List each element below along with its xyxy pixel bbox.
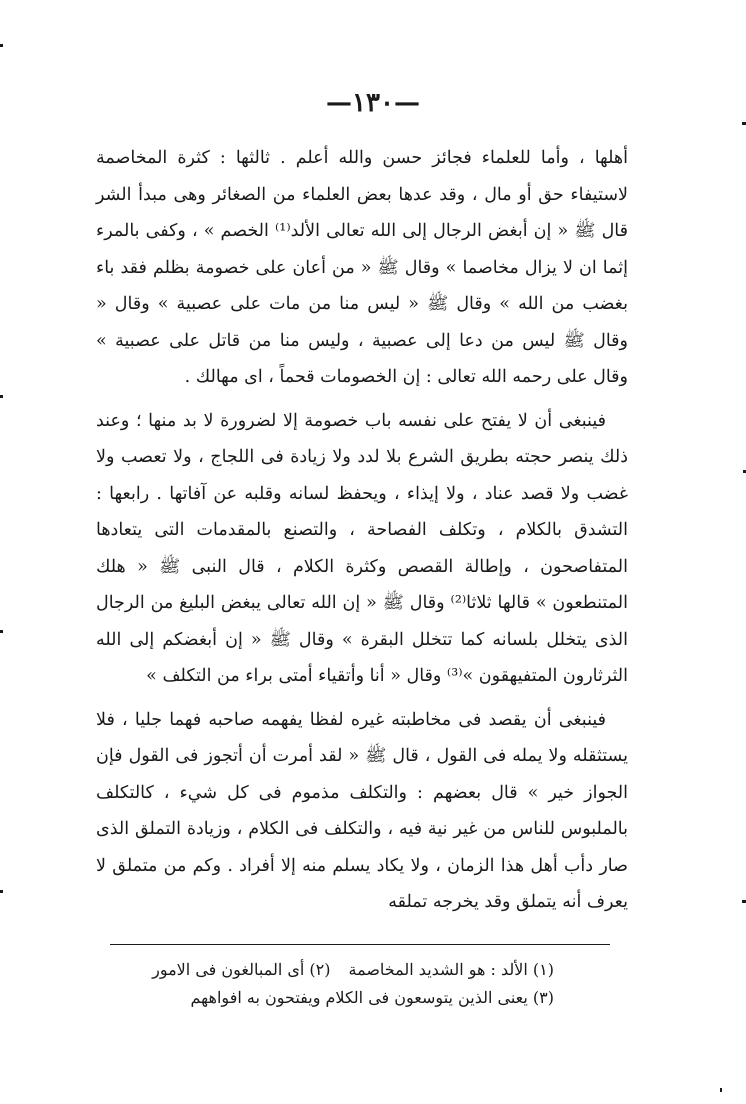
scan-edge-mark	[720, 1088, 722, 1092]
footnote-divider	[110, 944, 610, 945]
footnotes	[110, 956, 610, 1012]
paragraph-2: فينبغى أن لا يفتح على نفسه باب خصومة إلا لضرورة لا بد منها ؛ وعند ذلك ينصر حجته بطريق الشرع بلا لدد ولا زيادة فى اللجاج ، ولا تعصب ولا غضب ولا قصد عناد ، ولا إيذاء ، ويحفظ لسانه وقلبه عن آفاتها . رابعها : التشدق بالكلام ، وتكلف الفصاحة ، والتصنع بالمقدمات التى يتعادها المتفاصحون ، وإطالة القصص وكثرة الكلام ، قال النبى ﷺ « هلك المتنطعون » قالها ثلاثا⁽²⁾ وقال ﷺ « إن الله تعالى يبغض البليغ من الرجال الذى يتخلل بلسانه كما تتخلل البقرة » وقال ﷺ « إن أبغضكم إلى الله الثرثارون المتفيهقون »⁽³⁾ وقال « أنا وأتقياء أمتى براء من التكلف »	[96, 410, 628, 686]
scan-edge-mark	[742, 122, 746, 125]
footnote-3: (٣) يعنى الذين يتوسعون فى الكلام ويفتحون به افواههم	[190, 988, 554, 1007]
scan-edge-mark	[742, 900, 746, 903]
scan-edge-mark	[0, 630, 3, 633]
main-text	[96, 140, 628, 928]
scan-edge-mark	[0, 44, 3, 47]
paragraph-3: فينبغى أن يقصد فى مخاطبته غيره لفظا يفهمه صاحبه فهما جليا ، فلا يستثقله ولا يمله فى القول ، قال ﷺ « لقد أمرت أن أتجوز فى القول فإن الجواز خير » قال بعضهم : والتكلف مذموم فى كل شيء ، كالتكلف بالملبوس للناس من غير نية فيه ، والتكلف فى الكلام ، وزيادة التملق الذى صار دأب أهل هذا الزمان ، ولا يكاد يسلم منه إلا أفراد . وكم من متملق لا يعرف أنه يتملق وقد يخرجه تملقه	[96, 709, 628, 912]
footnote-1: (١) الألد : هو الشديد المخاصمة	[348, 960, 554, 979]
footnote-line-1	[110, 956, 610, 984]
scan-edge-mark	[0, 395, 3, 398]
page-number: —١٣٠—	[326, 88, 420, 118]
footnote-2: (٢) أى المبالغون فى الامور	[152, 960, 331, 979]
footnote-line-2	[110, 984, 610, 1012]
paragraph-1: أهلها ، وأما للعلماء فجائز حسن والله أعلم . ثالثها : كثرة المخاصمة لاستيفاء حق أو مال ، وقد عدها بعض العلماء من الصغائر وهى مبدأ الشر قال ﷺ « إن أبغض الرجال إلى الله تعالى الألد⁽¹⁾ الخصم » ، وكفى بالمرء إثما ان لا يزال مخاصما » وقال ﷺ « من أعان على خصومة بظلم فقد باء بغضب من الله » وقال ﷺ « ليس منا من مات على عصبية » وقال « وقال ﷺ ليس من دعا إلى عصبية ، وليس منا من قاتل على عصبية » وقال على رحمه الله تعالى : إن الخصومات قحماً ، اى مهالك .	[96, 148, 628, 387]
scan-edge-mark	[0, 890, 3, 893]
